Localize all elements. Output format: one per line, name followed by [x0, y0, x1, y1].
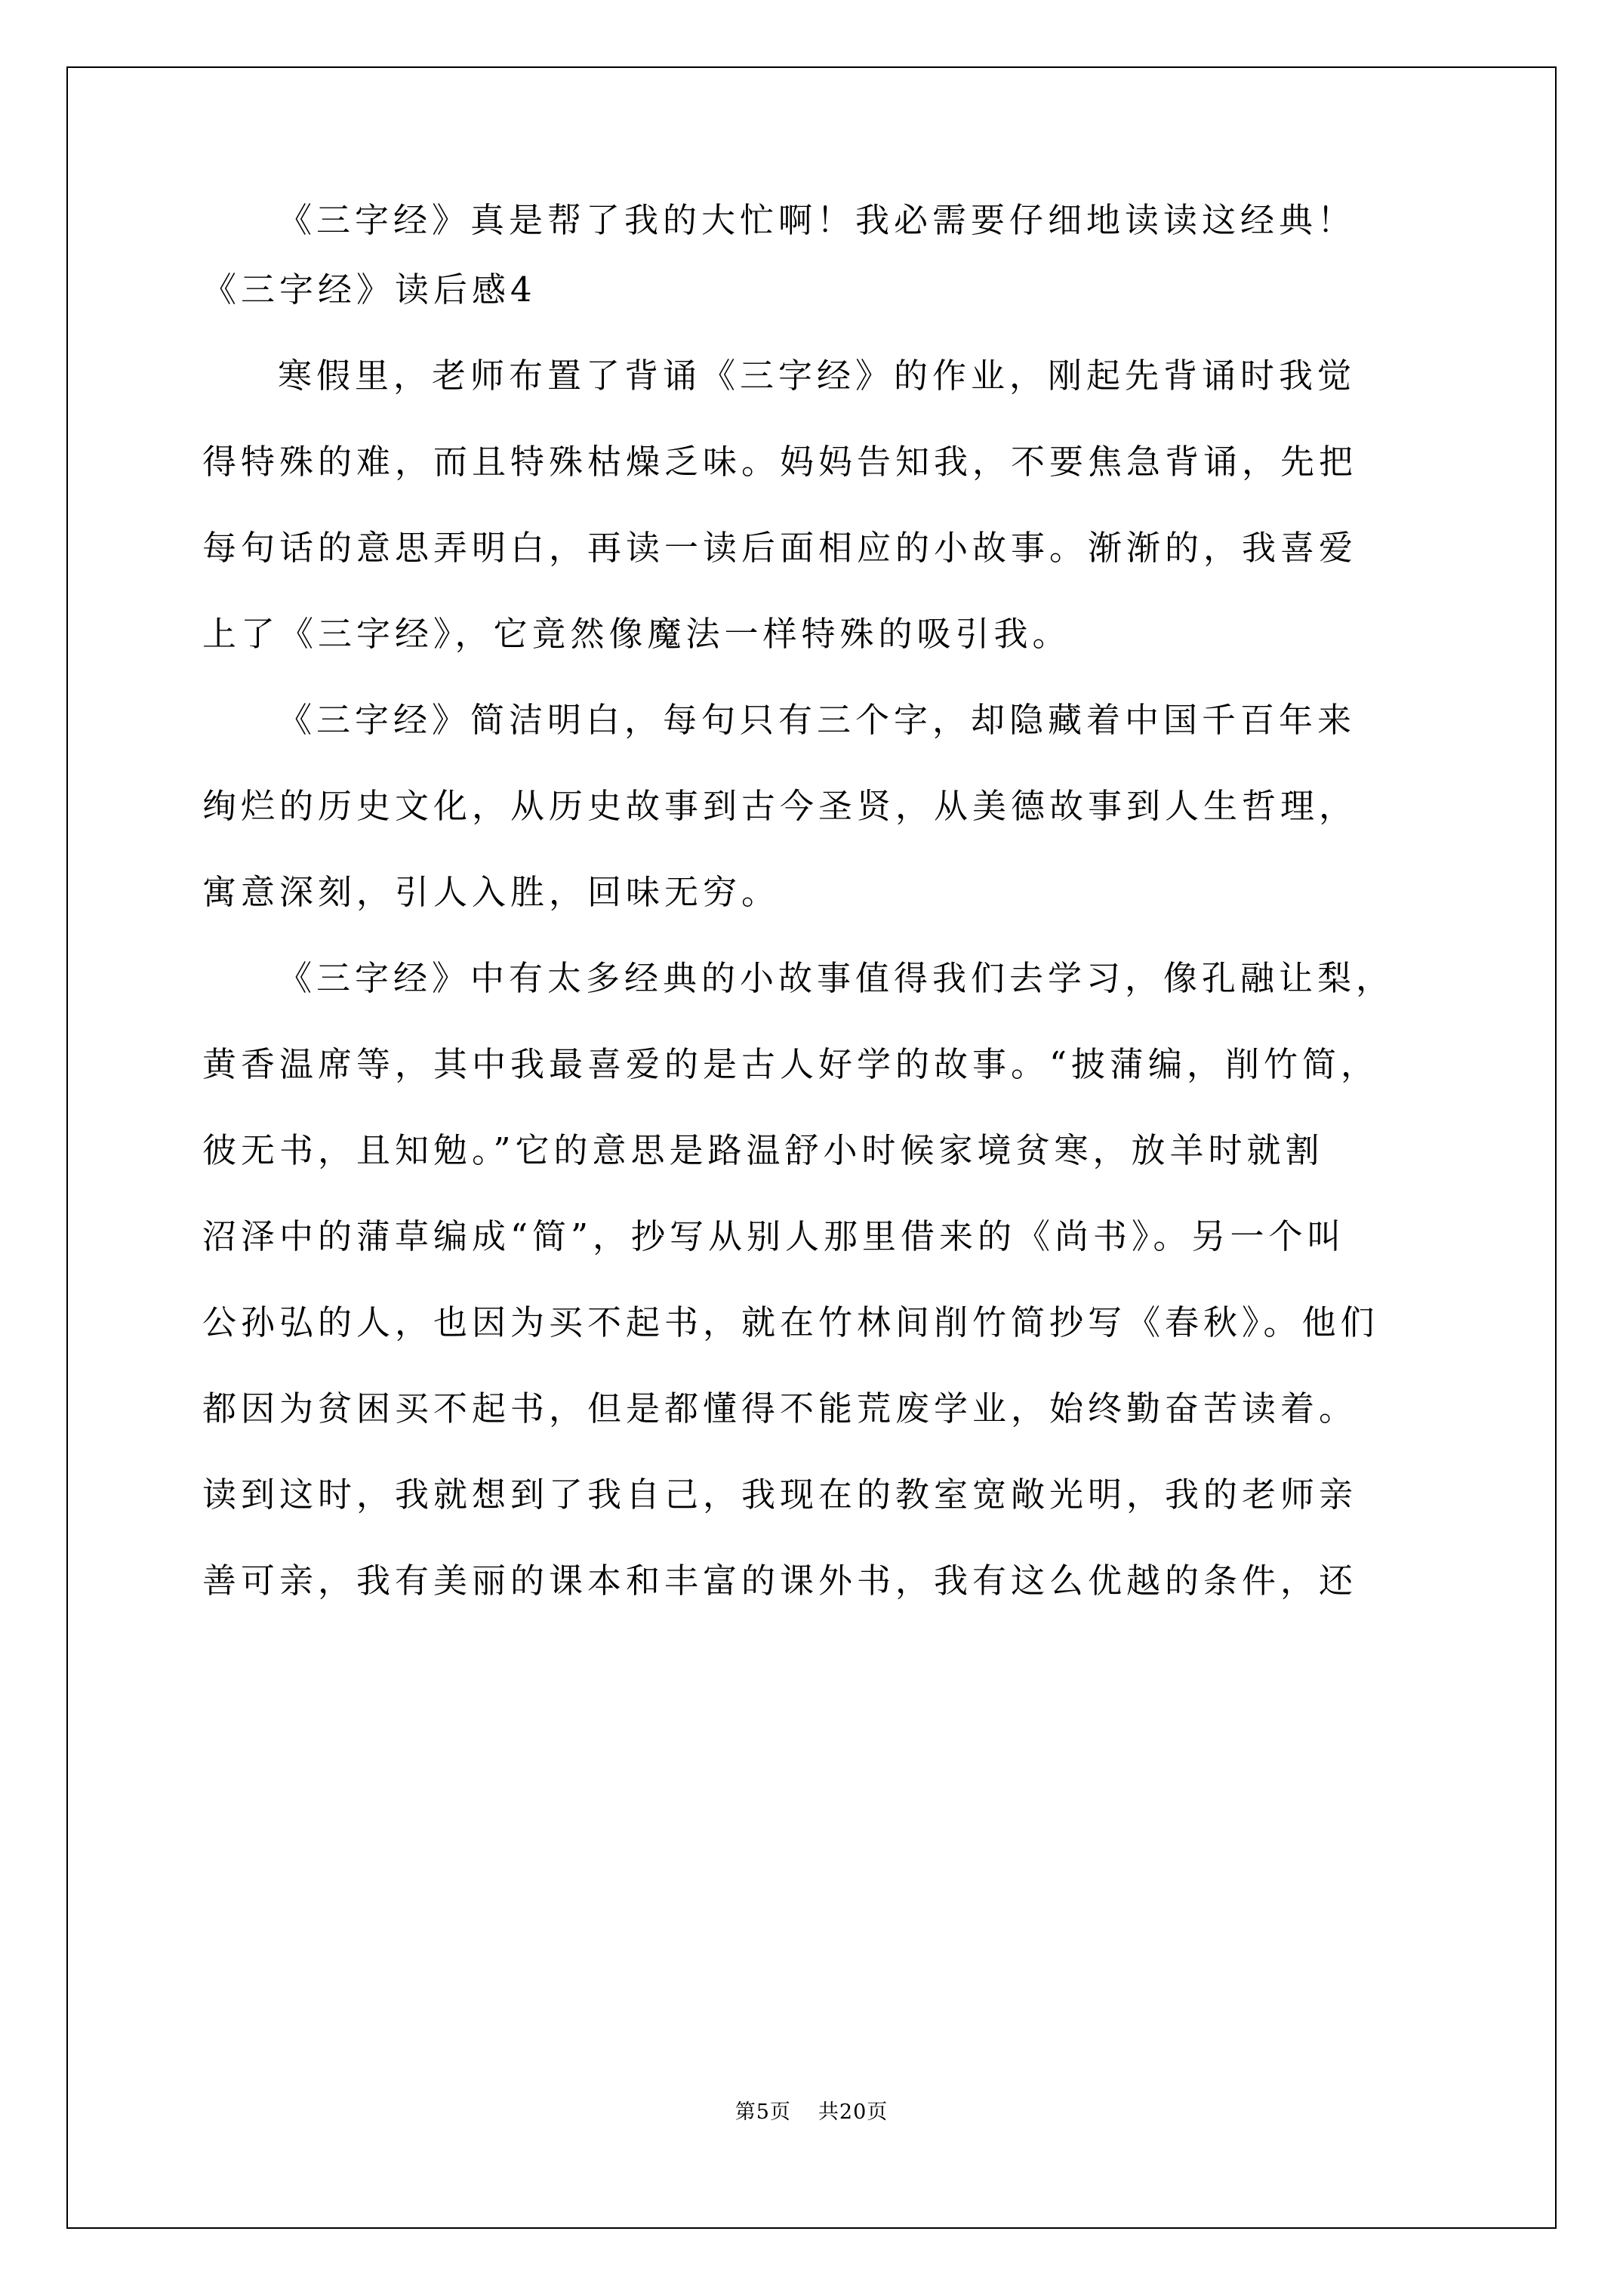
text-line: 都因为贫困买不起书，但是都懂得不能荒废学业，始终勤奋苦读着。 — [202, 1388, 1358, 1428]
text-line: 绚烂的历史文化，从历史故事到古今圣贤，从美德故事到人生哲理， — [202, 786, 1358, 826]
text-line: 寒假里，老师布置了背诵《三字经》的作业，刚起先背诵时我觉 — [278, 356, 1357, 396]
text-line: 善可亲，我有美丽的课本和丰富的课外书，我有这么优越的条件，还 — [202, 1561, 1358, 1601]
text-line: 《三字经》中有太多经典的小故事值得我们去学习，像孔融让梨， — [278, 958, 1395, 998]
text-line: 黄香温席等，其中我最喜爱的是古人好学的故事。“披蒲编，削竹简， — [202, 1044, 1380, 1084]
text-line: 沼泽中的蒲草编成“简”，抄写从别人那里借来的《尚书》。另一个叫 — [202, 1216, 1346, 1256]
text-line: 每句话的意思弄明白，再读一读后面相应的小故事。渐渐的，我喜爱 — [202, 528, 1358, 568]
section-heading: 《三字经》读后感4 — [202, 270, 537, 310]
page-number: 第5页 — [735, 2100, 791, 2124]
text-line: 公孙弘的人，也因为买不起书，就在竹林间削竹简抄写《春秋》。他们 — [202, 1302, 1379, 1342]
text-line: 《三字经》简洁明白，每句只有三个字，却隐藏着中国千百年来 — [278, 700, 1357, 740]
text-line: 寓意深刻，引人入胜，回味无穷。 — [202, 872, 781, 912]
text-line: 读到这时，我就想到了我自己，我现在的教室宽敞光明，我的老师亲 — [202, 1475, 1358, 1515]
page-footer — [0, 2099, 1623, 2126]
text-line: 《三字经》真是帮了我的大忙啊！我必需要仔细地读读这经典！ — [278, 200, 1357, 240]
text-line: 上了《三字经》，它竟然像魔法一样特殊的吸引我。 — [202, 614, 1071, 654]
page-total: 共20页 — [818, 2100, 888, 2124]
text-line: 彼无书，且知勉。”它的意思是路温舒小时候家境贫寒，放羊时就割 — [202, 1130, 1324, 1170]
text-line: 得特殊的难，而且特殊枯燥乏味。妈妈告知我，不要焦急背诵，先把 — [202, 442, 1358, 482]
